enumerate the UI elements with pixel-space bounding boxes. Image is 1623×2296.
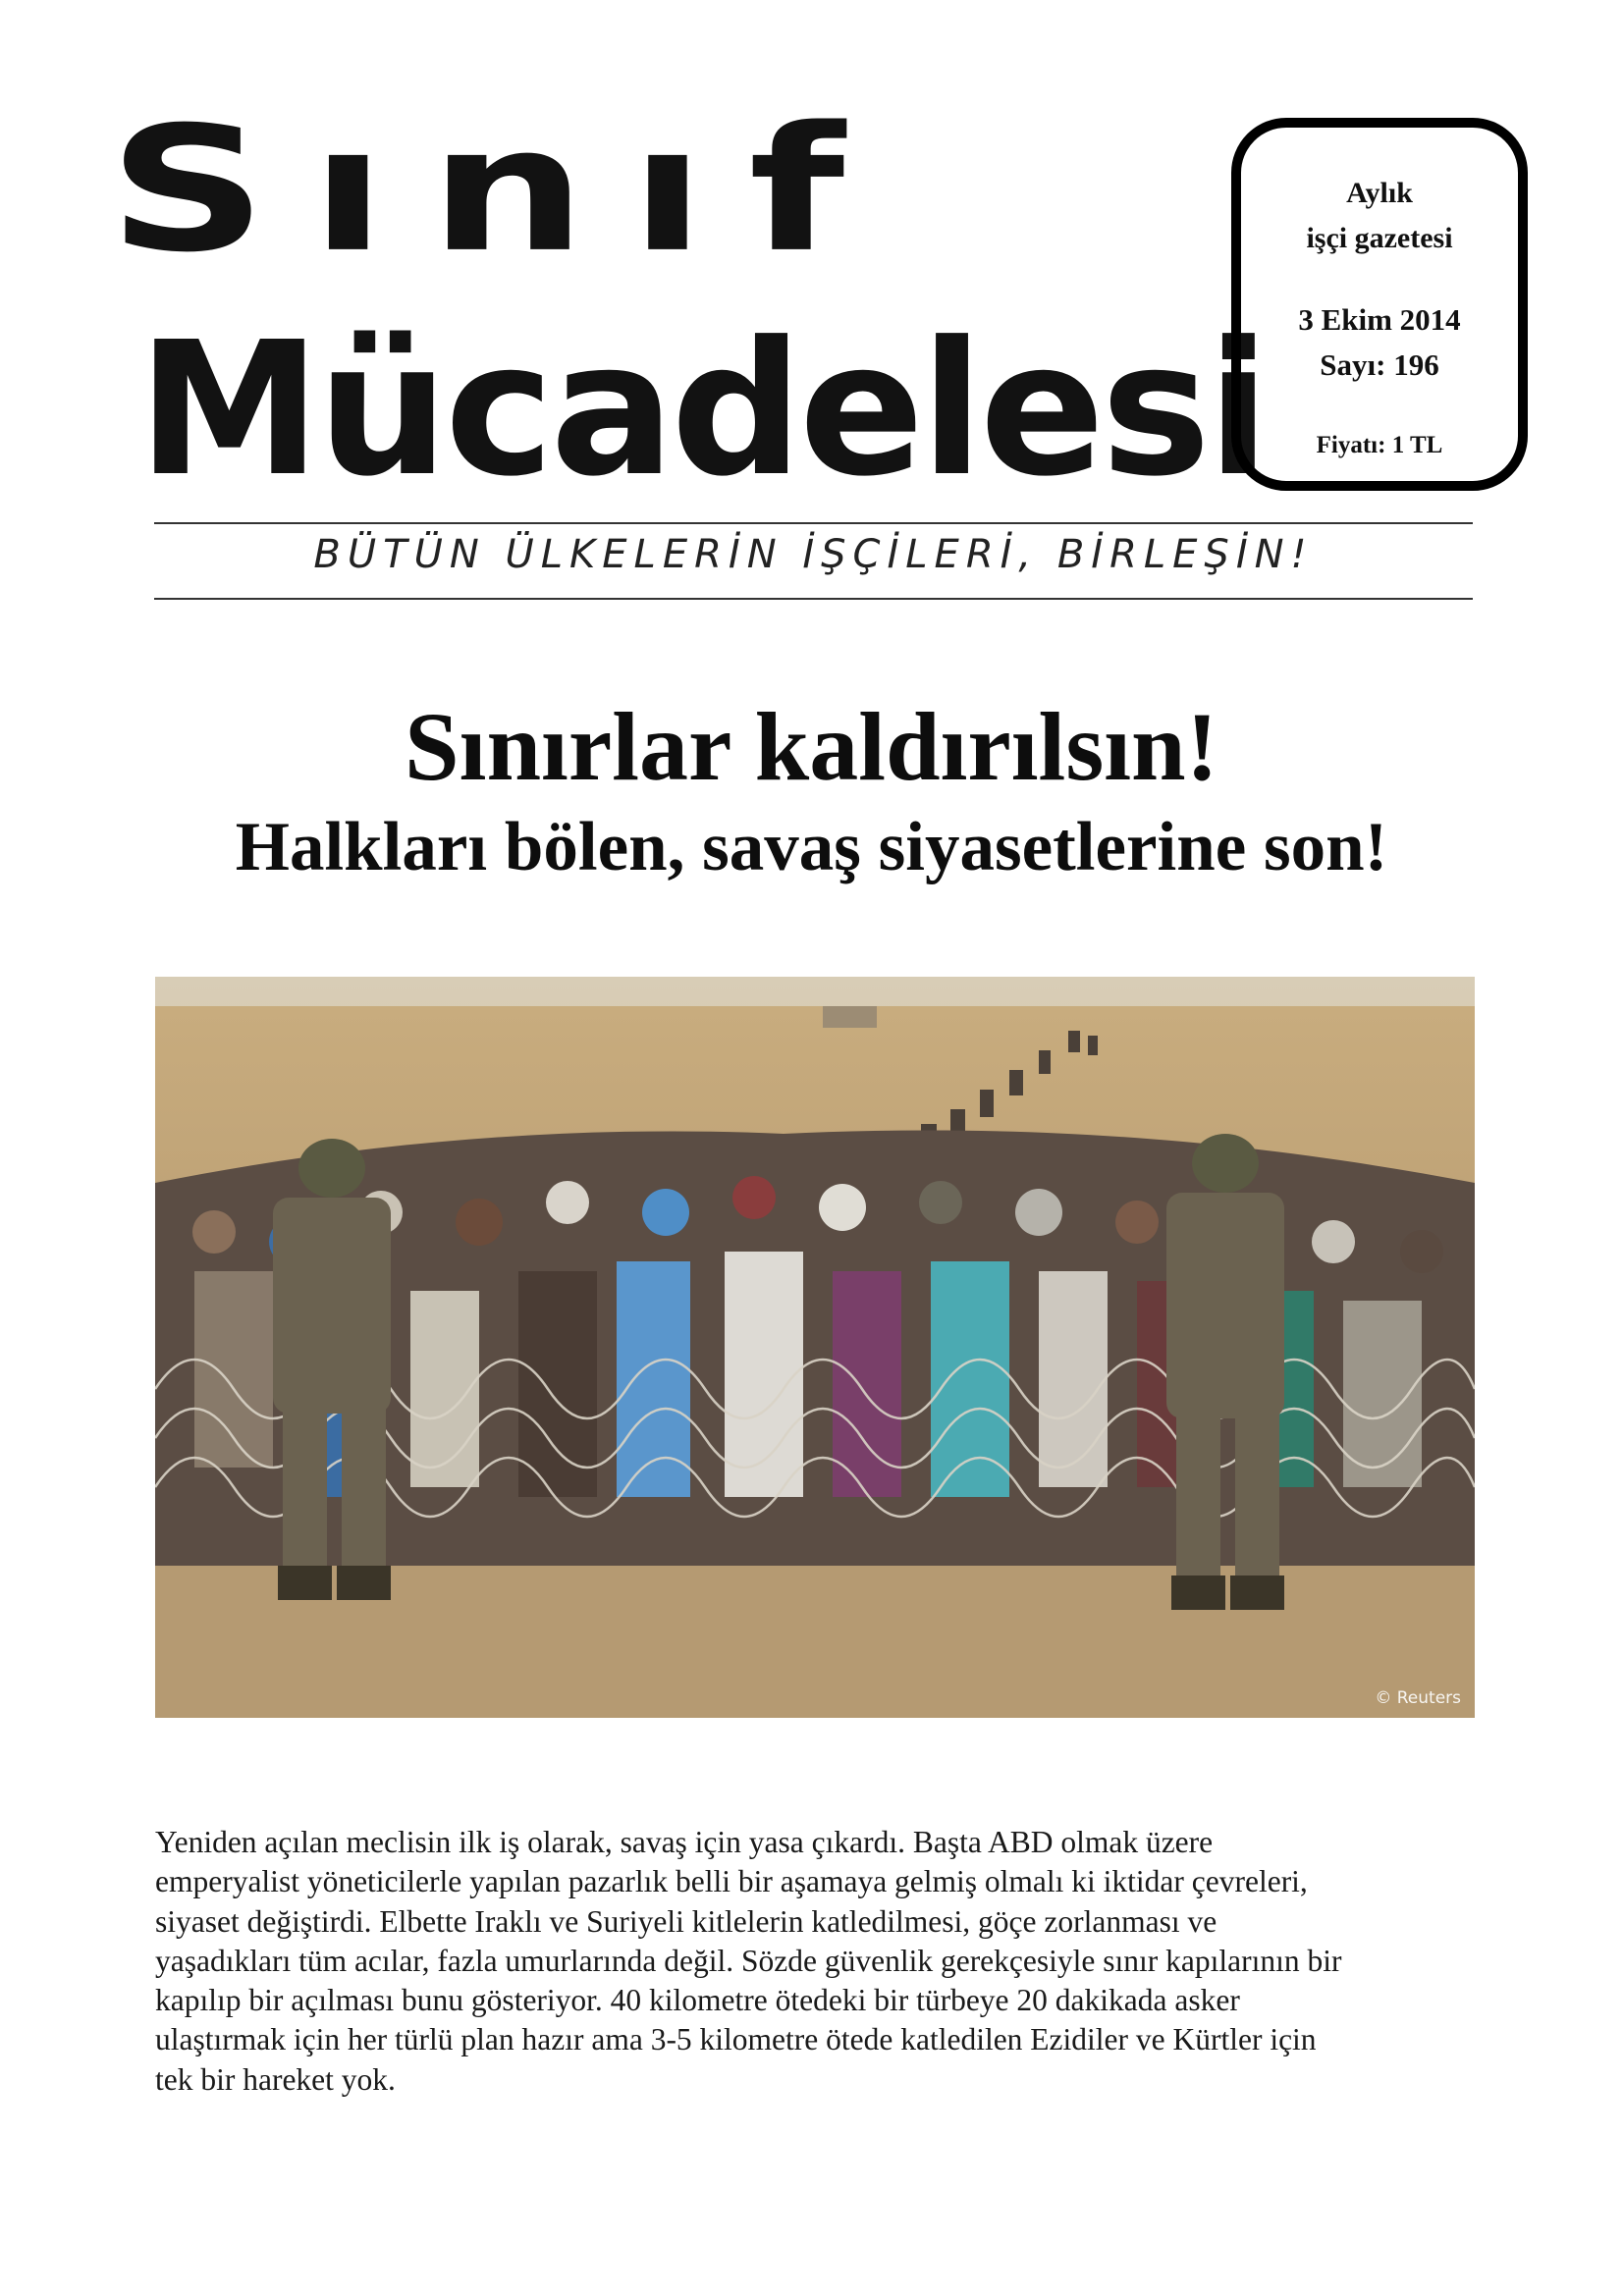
article-line: emperyalist yöneticilerle yapılan pazarlık belli bir aşamaya gelmiş olmalı ki iktidar çevreleri, [155,1864,1308,1899]
issue-number: Sayı: 196 [1320,347,1439,382]
motto-top-rule [154,522,1473,524]
motto: BÜTÜN ÜLKELERİN İŞÇİLERİ, BİRLEŞİN! [313,532,1314,577]
price-label: Fiyatı: 1 TL [1316,432,1443,458]
masthead-title-line1: Sınıf [108,89,889,291]
publication-type: işçi gazetesi [1306,222,1453,254]
article-line: kapılıp bir açılması bunu gösteriyor. 40 kilometre ötedeki bir türbeye 20 dakikada asker [155,1983,1240,2018]
frequency-label: Aylık [1346,177,1413,209]
article-body [155,1823,1481,2100]
issue-info-box [1231,118,1528,491]
article-line: tek bir hareket yok. [155,2061,396,2097]
article-line: ulaştırmak için her türlü plan hazır ama 3-5 kilometre ötede katledilen Ezidiler ve Kürtler için [155,2022,1317,2057]
main-headline: Sınırlar kaldırılsın! [405,692,1218,801]
motto-bottom-rule [154,598,1473,600]
article-line: Yeniden açılan meclisin ilk iş olarak, savaş için yasa çıkardı. Başta ABD olmak üzere [155,1825,1214,1859]
sub-headline: Halkları bölen, savaş siyasetlerine son! [235,809,1388,885]
issue-date: 3 Ekim 2014 [1298,302,1461,337]
front-page-photo [155,977,1475,1718]
photo-credit: © Reuters [1375,1688,1461,1708]
article-line: yaşadıkları tüm acılar, fazla umurlarında değil. Sözde güvenlik gerekçesiyle sınır kapılarının bir [155,1943,1342,1978]
article-line: siyaset değiştirdi. Elbette Iraklı ve Suriyeli kitlelerin katledilmesi, göçe zorlanması ve [155,1903,1217,1939]
masthead-title-line2: Mücadelesi [137,302,1267,517]
